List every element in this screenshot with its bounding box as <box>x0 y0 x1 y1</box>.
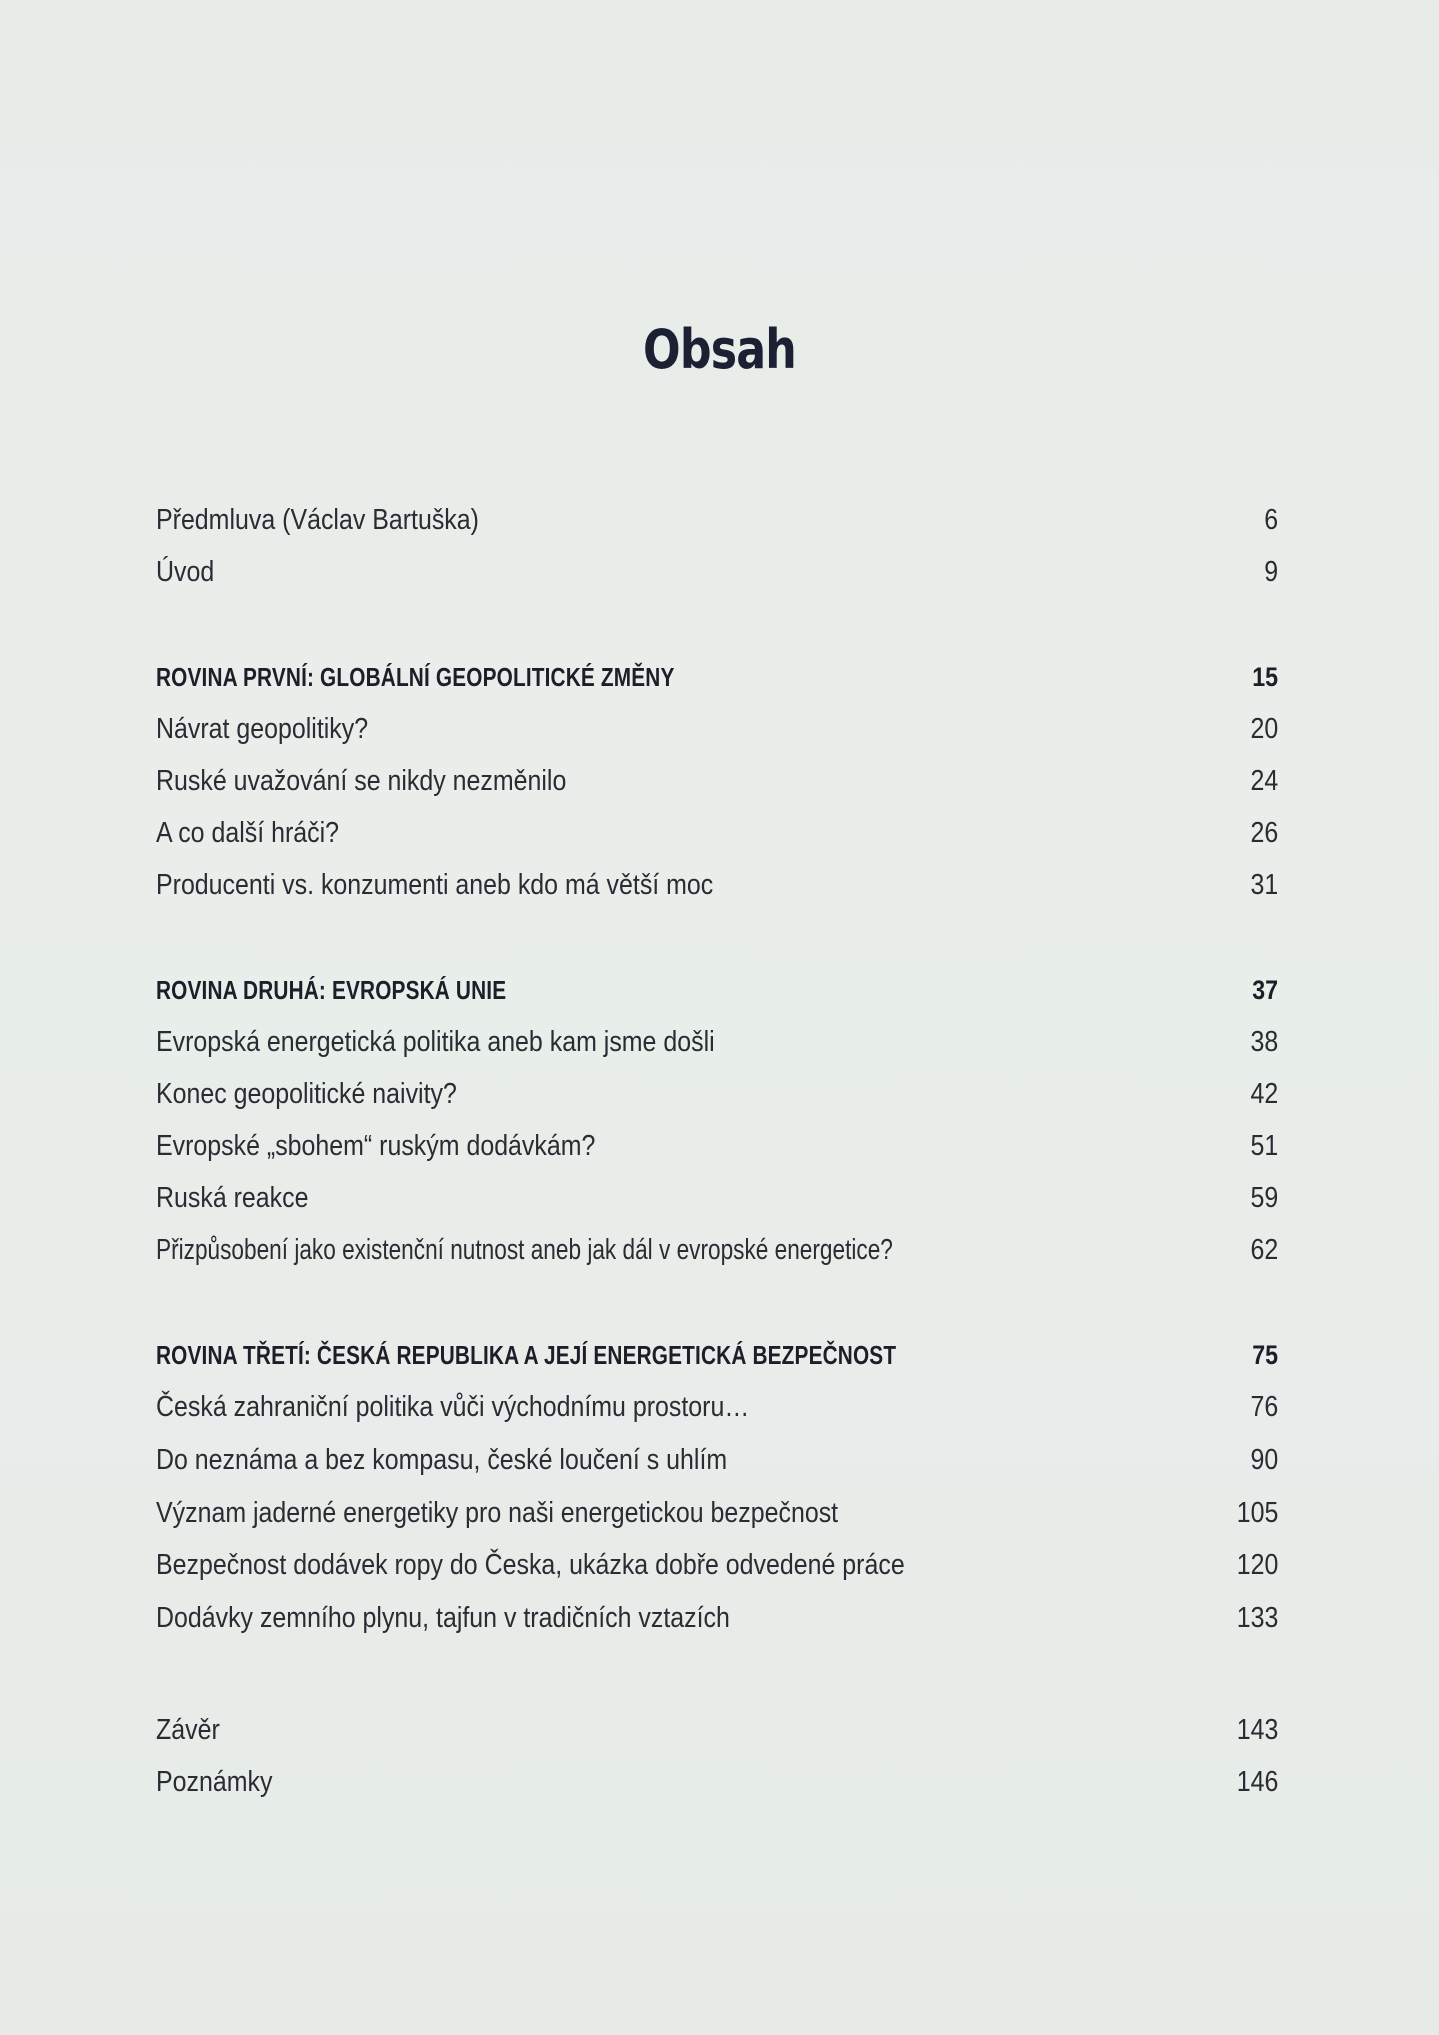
toc-page-number: 62 <box>1250 1234 1278 1266</box>
toc-entry <box>156 1598 1278 1638</box>
toc-entry <box>156 1387 1278 1427</box>
toc-entry <box>156 1440 1278 1480</box>
toc-page-number: 75 <box>1252 1340 1278 1370</box>
toc-entry <box>156 709 1278 749</box>
toc-page-number: 26 <box>1250 817 1278 849</box>
toc-section-title: ROVINA PRVNÍ: GLOBÁLNÍ GEOPOLITICKÉ ZMĚNY <box>156 662 675 692</box>
toc-entry-title: Česká zahraniční politika vůči východnímu prostoru… <box>156 1391 750 1423</box>
toc-entry-title: Do neznáma a bez kompasu, české loučení s uhlím <box>156 1444 728 1476</box>
toc-page-number: 105 <box>1236 1497 1278 1529</box>
toc-entry-title: Producenti vs. konzumenti aneb kdo má větší moc <box>156 869 714 901</box>
toc-page-number: 76 <box>1250 1391 1278 1423</box>
toc-entry-title: A co další hráči? <box>156 817 340 849</box>
toc-page-number: 24 <box>1250 765 1278 797</box>
toc-page-number: 120 <box>1236 1549 1278 1581</box>
toc-page-number: 90 <box>1250 1444 1278 1476</box>
page-title: Obsah <box>642 318 797 381</box>
toc-page-number: 6 <box>1264 504 1278 536</box>
toc-page-number: 143 <box>1236 1714 1278 1746</box>
toc-entry-title: Návrat geopolitiky? <box>156 713 369 745</box>
toc-entry <box>156 761 1278 801</box>
toc-page-number: 42 <box>1250 1078 1278 1110</box>
toc-entry-title: Závěr <box>156 1714 220 1746</box>
toc-entry <box>156 1762 1278 1802</box>
toc-entry <box>156 1178 1278 1218</box>
toc-entry-title: Evropská energetická politika aneb kam jsme došli <box>156 1026 715 1058</box>
toc-section-title: ROVINA TŘETÍ: ČESKÁ REPUBLIKA A JEJÍ ENERGETICKÁ BEZPEČNOST <box>156 1340 897 1370</box>
toc-entry-title: Úvod <box>156 556 215 588</box>
toc-entry <box>156 552 1278 592</box>
toc-page-number: 59 <box>1250 1182 1278 1214</box>
toc-entry-title: Ruská reakce <box>156 1182 309 1214</box>
toc-entry-title: Význam jaderné energetiky pro naši energetickou bezpečnost <box>156 1497 839 1529</box>
toc-entry <box>156 1126 1278 1166</box>
toc-page-number: 37 <box>1252 975 1278 1005</box>
toc-entry <box>156 1074 1278 1114</box>
toc-page-number: 15 <box>1252 662 1278 692</box>
toc-entry <box>156 500 1278 540</box>
toc-entry <box>156 1230 1278 1270</box>
toc-section-heading <box>156 970 1278 1010</box>
toc-page-number: 146 <box>1236 1766 1278 1798</box>
toc-entry-title: Konec geopolitické naivity? <box>156 1078 457 1110</box>
toc-page-number: 9 <box>1264 556 1278 588</box>
toc-section-heading <box>156 1335 1278 1375</box>
toc-page-number: 51 <box>1250 1130 1278 1162</box>
toc-entry-title: Ruské uvažování se nikdy nezměnilo <box>156 765 567 797</box>
toc-entry <box>156 1545 1278 1585</box>
toc-entry <box>156 1022 1278 1062</box>
toc-section-title: ROVINA DRUHÁ: EVROPSKÁ UNIE <box>156 975 507 1005</box>
toc-entry <box>156 865 1278 905</box>
toc-entry-title: Evropské „sbohem“ ruským dodávkám? <box>156 1130 596 1162</box>
toc-entry-title: Bezpečnost dodávek ropy do Česka, ukázka dobře odvedené práce <box>156 1549 905 1581</box>
toc-section-heading <box>156 657 1278 697</box>
toc-entry-title: Předmluva (Václav Bartuška) <box>156 504 479 536</box>
toc-page-number: 20 <box>1250 713 1278 745</box>
toc-entry-title: Dodávky zemního plynu, tajfun v tradičních vztazích <box>156 1602 730 1634</box>
toc-entry <box>156 1493 1278 1533</box>
toc-page-number: 31 <box>1250 869 1278 901</box>
toc-entry <box>156 813 1278 853</box>
toc-page-number: 38 <box>1250 1026 1278 1058</box>
toc-entry-title: Přizpůsobení jako existenční nutnost aneb jak dál v evropské energetice? <box>156 1234 893 1266</box>
toc-page-number: 133 <box>1236 1602 1278 1634</box>
toc-entry-title: Poznámky <box>156 1766 273 1798</box>
toc-entry <box>156 1710 1278 1750</box>
